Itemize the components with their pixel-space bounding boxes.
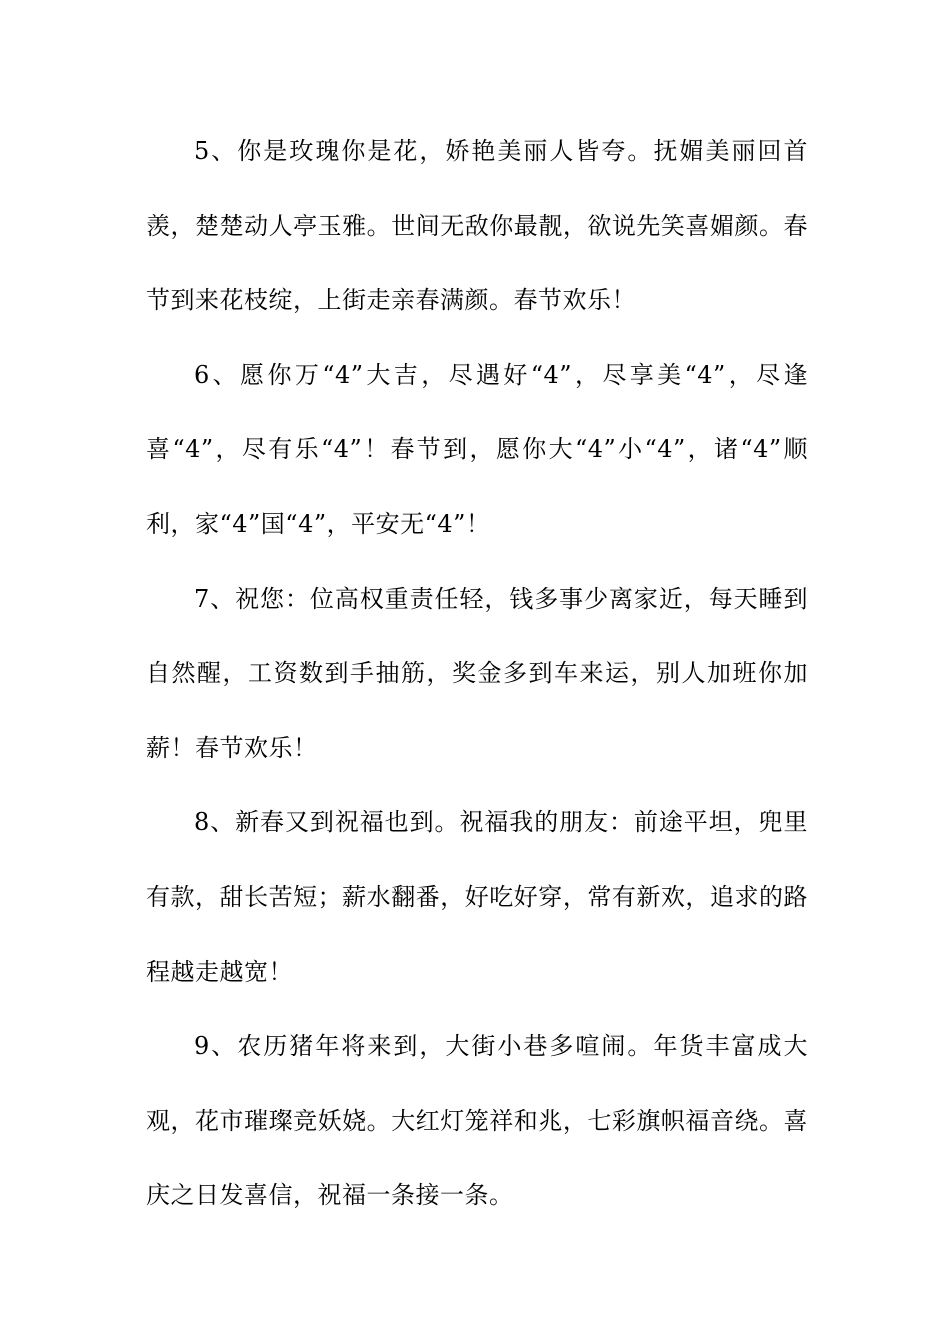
paragraph-7: 7、祝您：位高权重责任轻，钱多事少离家近，每天睡到自然醒，工资数到手抽筋，奖金多到车来运，别人加班你加薪！春节欢乐！ <box>146 584 808 762</box>
paragraph-5: 5、你是玫瑰你是花，娇艳美丽人皆夸。抚媚美丽回首羡，楚楚动人亭玉雅。世间无敌你最靓，欲说先笑喜媚颜。春节到来花枝绽，上街走亲春满颜。春节欢乐！ <box>146 137 808 315</box>
document-page <box>146 114 808 1233</box>
paragraph-9: 9、农历猪年将来到，大街小巷多喧闹。年货丰富成大观，花市璀璨竞妖娆。大红灯笼祥和兆，七彩旗帜福音绕。喜庆之日发喜信，祝福一条接一条。 <box>146 1032 808 1210</box>
paragraph-8: 8、新春又到祝福也到。祝福我的朋友：前途平坦，兜里有款，甜长苦短；薪水翻番，好吃好穿，常有新欢，追求的路程越走越宽！ <box>146 808 808 986</box>
paragraph-6: 6、愿你万“4”大吉，尽遇好“4”，尽享美“4”，尽逢喜“4”，尽有乐“4”！春节到，愿你大“4”小“4”，诸“4”顺利，家“4”国“4”，平安无“4”！ <box>146 360 808 538</box>
